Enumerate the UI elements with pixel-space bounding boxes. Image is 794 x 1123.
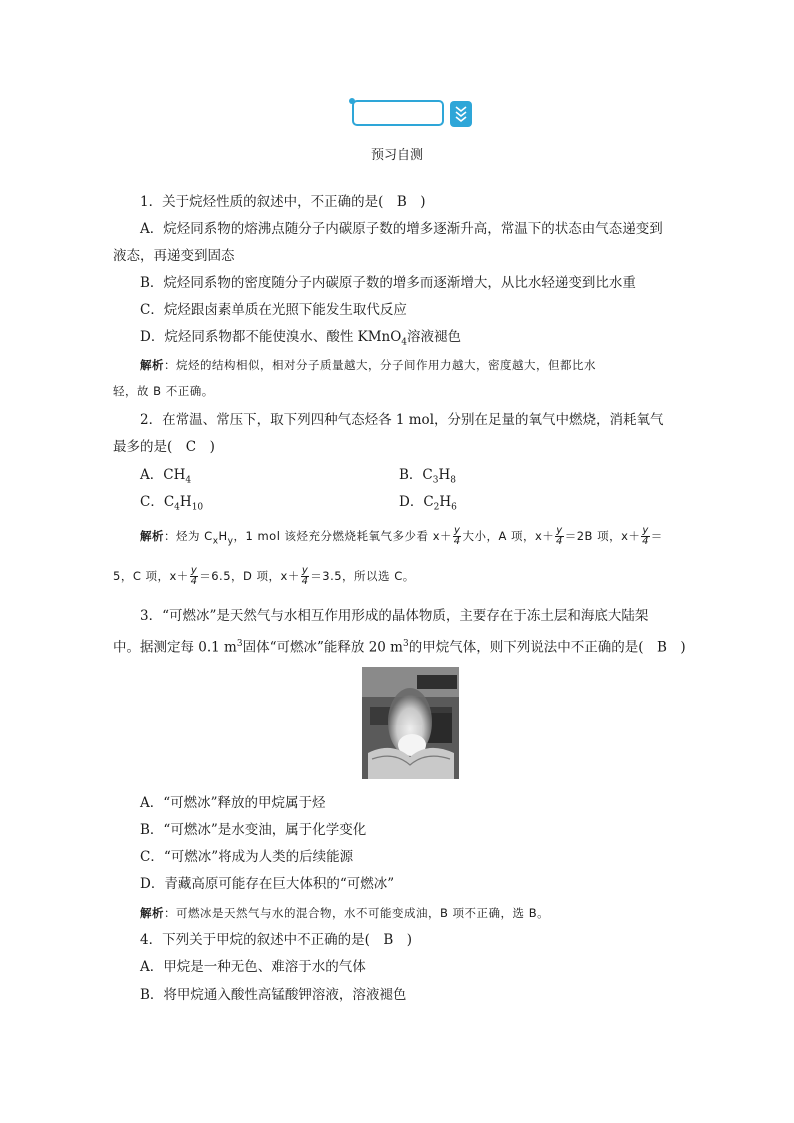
q1-option-b: B．烷烃同系物的密度随分子内碳原子数的增多而逐渐增大，从比水轻递变到比水重: [140, 275, 636, 291]
q1-option-a-cont: 液态，再递变到固态: [113, 248, 235, 264]
fraction: $\frac{y}{4}$: [190, 565, 198, 587]
q3-option-a: A．“可燃冰”释放的甲烷属于烃: [140, 795, 326, 811]
q2-stem: 2．在常温、常压下，取下列四种气态烃各 1 mol，分别在足量的氧气中燃烧，消耗氧气: [140, 412, 664, 428]
q3-explanation: 解析：可燃冰是天然气与水的混合物，水不可能变成油，B 项不正确，选 B。: [140, 906, 550, 920]
q1-stem: 1．关于烷烃性质的叙述中，不正确的是( B ): [140, 194, 426, 210]
fraction: $\frac{y}{4}$: [556, 525, 563, 547]
chevron-down-icon: [450, 101, 472, 127]
q4-option-a: A．甲烷是一种无色、难溶于水的气体: [140, 959, 366, 975]
q1-explanation-cont: 轻，故 B 不正确。: [113, 384, 214, 398]
fraction: $\frac{y}{4}$: [642, 525, 650, 547]
q1-option-c: C．烷烃跟卤素单质在光照下能发生取代反应: [140, 302, 407, 318]
q1-option-d: D．烷烃同系物都不能使溴水、酸性 KMnO$_4$溶液褪色: [140, 329, 462, 348]
section-banner: [352, 100, 444, 126]
page-title: 预习自测: [370, 148, 423, 163]
q2-option-d: D．$C_2H_6$: [399, 494, 457, 513]
q2-option-b: B．$C_3H_8$: [399, 467, 456, 486]
q3-stem: 3．“可燃冰”是天然气与水相互作用形成的晶体物质，主要存在于冻土层和海底大陆架: [140, 608, 649, 624]
q2-explanation-cont: 5，C 项，x＋ $\frac{y}{4}$ ＝6.5，D 项，x＋ $\frac{y}{4}$ ＝3.5，所以选 C。: [113, 565, 415, 587]
q3-option-c: C．“可燃冰”将成为人类的后续能源: [140, 849, 354, 865]
q3-option-b: B．“可燃冰”是水变油，属于化学变化: [140, 822, 367, 838]
q4-option-b: B．将甲烷通入酸性高锰酸钾溶液，溶液褪色: [140, 987, 407, 1003]
burning-ice-photo: [362, 667, 459, 779]
q2-option-a: A．$CH_4$: [140, 467, 192, 486]
q4-stem: 4．下列关于甲烷的叙述中不正确的是( B ): [140, 932, 413, 948]
fraction: $\frac{y}{4}$: [301, 565, 309, 587]
q1-explanation: 解析：烷烃的结构相似，相对分子质量越大，分子间作用力越大，密度越大，但都比水: [140, 358, 596, 372]
q2-option-c: C．$C_4H_{10}$: [140, 494, 204, 513]
q3-option-d: D．青藏高原可能存在巨大体积的“可燃冰”: [140, 876, 395, 892]
q1-option-a: A．烷烃同系物的熔沸点随分子内碳原子数的增多逐渐升高，常温下的状态由气态递变到: [140, 221, 663, 237]
q3-stem-cont: 中。据测定每 0.1 $m^3$固体“可燃冰”能释放 20 $m^3$的甲烷气体，则下列说法中不正确的是( B ): [113, 639, 686, 656]
q2-explanation: 解析：烃为 $C_xH_y$，1 mol 该烃充分燃烧耗氧气多少看 x＋ $\frac{y}{4}$ 大小，A 项，x＋ $\frac{y}{4}$ ＝2B 项，x＋ $\frac{y}{4}$ ＝: [140, 525, 663, 547]
q2-stem-cont: 最多的是( C ): [113, 439, 215, 455]
fraction: $\frac{y}{4}$: [453, 525, 461, 547]
